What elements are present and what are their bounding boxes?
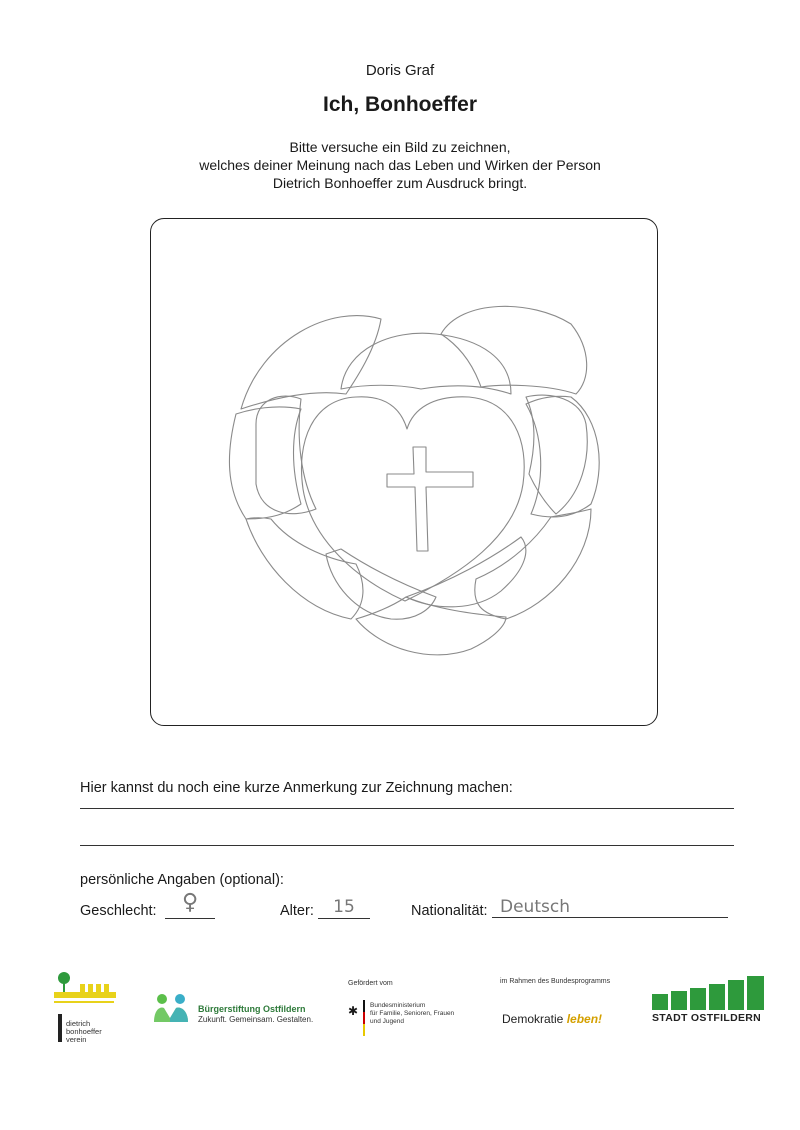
petal-inner [406,537,526,607]
leben-text: leben! [566,1012,603,1026]
buergerstiftung-slogan: Zukunft. Gemeinsam. Gestalten. [198,1015,314,1024]
dbv-line: verein [66,1035,87,1044]
petal-outer [229,407,301,519]
dbv-bar-icon [58,1014,62,1042]
bmfsfj-logo [348,980,468,1042]
stadt-text: STADT OSTFILDERN [652,1012,762,1024]
instructions [0,138,800,192]
demokratie-text: Demokratie [502,1012,564,1026]
petal-inner [341,333,511,394]
dbv-line: dietrich [66,1019,91,1028]
petal-inner [256,396,316,514]
petal-inner [526,395,587,514]
remark-line-2[interactable] [80,845,734,846]
bm-line: Bundesministerium [370,1002,426,1009]
gefoerdert-text: Gefördert vom [348,980,393,987]
nationality-field[interactable]: Deutsch [492,892,728,918]
tree-logo-icon [50,968,120,1010]
eagle-icon: ✱ [348,1004,359,1018]
rahmen-text: im Rahmen des Bundesprogramms [500,978,611,985]
bm-line: für Familie, Senioren, Frauen [370,1010,455,1017]
dbv-line: bonhoeffer [66,1027,102,1036]
age-label: Alter: [280,903,314,919]
cross-shape [387,447,473,551]
instruction-line: Bitte versuche ein Bild zu zeichnen, [289,139,511,155]
petal-outer [241,316,381,409]
gender-label: Geschlecht: [80,903,157,919]
drawing-frame [150,218,658,726]
gender-field[interactable]: ♀ [165,892,215,919]
instruction-line: Dietrich Bonhoeffer zum Ausdruck bringt. [272,175,528,191]
petal-outer [246,518,363,619]
people-logo-icon [152,992,192,1028]
bm-line: und Jugend [370,1018,404,1025]
nationality-label: Nationalität: [411,903,488,919]
city-bars-icon [652,974,768,1010]
remark-line-1[interactable] [80,808,734,809]
heart-shape [301,397,524,601]
stadt-ostfildern-logo [652,974,772,1026]
instruction-line: welches deiner Meinung nach das Leben und Wirken der Person [199,157,601,173]
luther-rose-drawing [151,219,659,727]
author-name: Doris Graf [365,62,435,79]
personal-heading: persönliche Angaben (optional): [80,872,284,888]
demokratie-leben-logo [500,978,630,1028]
remark-label: Hier kannst du noch eine kurze Anmerkung zur Zeichnung machen: [80,780,513,796]
buergerstiftung-logo [152,992,332,1032]
buergerstiftung-name: Bürgerstiftung Ostfildern [198,1004,306,1014]
page-title: Ich, Bonhoeffer [322,93,477,116]
petal-outer [526,396,599,517]
petal-outer [475,509,591,619]
age-field[interactable]: 15 [318,892,370,919]
petal-outer [441,306,587,394]
dbv-logo [50,968,120,1048]
